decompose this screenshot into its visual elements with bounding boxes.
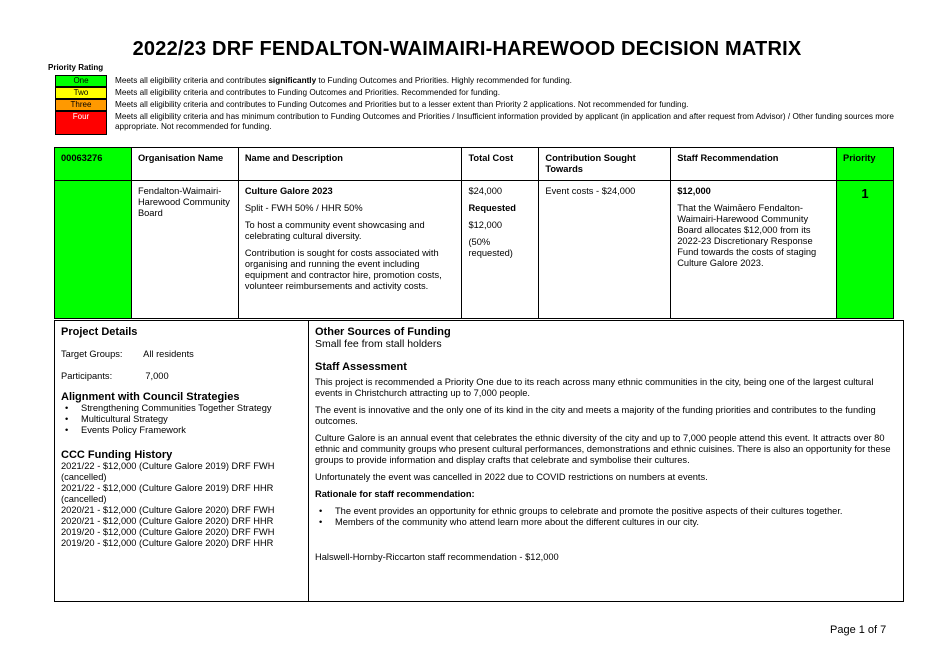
priority-desc-one: Meets all eligibility criteria and contributes significantly to Funding Outcomes and Priorities. Highly recommended for funding. [115, 76, 572, 85]
priority-rating-row-three [55, 99, 925, 111]
participants-value: 7,000 [145, 371, 169, 381]
list-item: 2021/22 - $12,000 (Culture Galore 2019) DRF FWH (cancelled) [61, 461, 275, 482]
priority-cell [837, 181, 894, 319]
organisation-name: Fendalton-Waimairi-Harewood Community Board [131, 181, 238, 319]
priority-badge-three: Three [55, 99, 107, 111]
list-item: 2019/20 - $12,000 (Culture Galore 2020) DRF HHR [61, 538, 274, 548]
priority-rating-row-four [55, 111, 925, 135]
rationale-list [315, 506, 897, 528]
details-section [54, 320, 904, 602]
assessment-panel [309, 321, 903, 601]
hhr-recommendation: Halswell-Hornby-Riccarton staff recommendation - $12,000 [315, 552, 559, 562]
list-item: • Strengthening Communities Together Strategy [61, 403, 302, 414]
contribution-description: Contribution is sought for costs associated with organising and running the event including equipment and contractor hire, promotion costs, volunteer reimbursements and activity costs. [244, 248, 442, 291]
total-cost-cell [462, 181, 539, 319]
participants [61, 371, 302, 382]
table-row [55, 181, 894, 319]
priority-badge-one: One [55, 75, 107, 87]
priority-desc-three: Meets all eligibility criteria and contributes to Funding Outcomes and Priorities but to a lesser extent than Priority 2 applications. Not recommended for funding. [115, 100, 689, 109]
page-number: Page 1 of 7 [830, 624, 887, 636]
strategy-list [61, 403, 302, 436]
list-item: • Members of the community who attend learn more about the different cultures in our city. [315, 517, 897, 528]
participants-label: Participants: [61, 371, 113, 381]
priority-value: 1 [861, 186, 869, 201]
requested-label: Requested [468, 203, 516, 213]
priority-desc-four: Meets all eligibility criteria and has minimum contribution to Funding Outcomes and Priorities / Insufficient information provided by applicant (in application and after request from Advisor) / Other funding sources more appropriate. Not recommended for funding. [115, 112, 894, 131]
project-details-panel [55, 321, 309, 601]
document-title: 2022/23 DRF FENDALTON-WAIMAIRI-HAREWOOD DECISION MATRIX [132, 38, 802, 60]
header-priority: Priority [837, 148, 894, 181]
project-name: Culture Galore 2023 [244, 186, 333, 196]
target-groups-value: All residents [143, 349, 194, 359]
other-sources-heading: Other Sources of Funding [315, 326, 451, 338]
table-header-row [55, 148, 894, 181]
list-item: 2020/21 - $12,000 (Culture Galore 2020) DRF HHR [61, 516, 274, 526]
list-item: 2019/20 - $12,000 (Culture Galore 2020) DRF FWH [61, 527, 275, 537]
requested-note: (50% requested) [468, 237, 513, 258]
priority-badge-two: Two [55, 87, 107, 99]
application-id: 00063276 [55, 148, 132, 181]
staff-amount: $12,000 [677, 186, 711, 196]
priority-rating-heading: Priority Rating [48, 63, 104, 72]
header-organisation: Organisation Name [131, 148, 238, 181]
staff-recommendation-text: That the Waimāero Fendalton-Waimairi-Harewood Community Board allocates $12,000 from its 2022-23 Discretionary Response Fund towards the costs of staging Culture Galore 2023. [677, 203, 817, 268]
assessment-paragraph: Unfortunately the event was cancelled in 2022 due to COVID restrictions on numbers at events. [315, 472, 708, 482]
alignment-heading: Alignment with Council Strategies [61, 391, 240, 403]
target-groups-label: Target Groups: [61, 349, 123, 359]
assessment-paragraph: This project is recommended a Priority One due to its reach across many ethnic communities in the city, being one of the largest cultural events in Christchurch attracting up to 7,000 people. [315, 377, 874, 398]
header-total-cost: Total Cost [462, 148, 539, 181]
staff-assessment-heading: Staff Assessment [315, 361, 407, 373]
name-description-cell [238, 181, 462, 319]
priority-desc-two: Meets all eligibility criteria and contributes to Funding Outcomes and Priorities. Recommended for funding. [115, 88, 501, 97]
rationale-heading: Rationale for staff recommendation: [315, 489, 475, 499]
project-details-heading: Project Details [61, 326, 138, 338]
list-item: • The event provides an opportunity for ethnic groups to celebrate and promote the positive aspects of their cultures together. [315, 506, 897, 517]
header-staff-recommendation: Staff Recommendation [671, 148, 837, 181]
list-item: 2020/21 - $12,000 (Culture Galore 2020) DRF FWH [61, 505, 275, 515]
list-item: • Events Policy Framework [61, 425, 302, 436]
id-cell [55, 181, 132, 319]
other-sources-text: Small fee from stall holders [315, 338, 442, 350]
list-item: 2021/22 - $12,000 (Culture Galore 2019) DRF HHR (cancelled) [61, 483, 274, 504]
project-description: To host a community event showcasing and celebrating cultural diversity. [244, 220, 425, 241]
assessment-paragraph: Culture Galore is an annual event that celebrates the ethnic diversity of the city and up to 7,000 people attend this event. It attracts over 80 ethnic and community groups who present cultural performances, demonstrations and ethnic cuisines. There is also an opportunity for these groups to provide information and display crafts that celebrate and symbolise their cultures. [315, 433, 891, 465]
requested-amount: $12,000 [468, 220, 503, 230]
funding-history-heading: CCC Funding History [61, 449, 173, 461]
funding-split: Split - FWH 50% / HHR 50% [244, 203, 363, 213]
priority-rating-row-two [55, 87, 925, 99]
target-groups [61, 349, 302, 360]
header-contribution: Contribution Sought Towards [539, 148, 671, 181]
list-item: • Multicultural Strategy [61, 414, 302, 425]
total-cost: $24,000 [468, 186, 503, 196]
decision-table [54, 147, 894, 319]
assessment-paragraph: The event is innovative and the only one of its kind in the city and meets a majority of the funding priorities and contributes to the funding outcomes. [315, 405, 876, 426]
header-name-description: Name and Description [238, 148, 462, 181]
staff-recommendation-cell [671, 181, 837, 319]
priority-badge-four: Four [55, 111, 107, 135]
priority-rating-row-one [55, 75, 925, 87]
contribution-sought: Event costs - $24,000 [539, 181, 671, 319]
